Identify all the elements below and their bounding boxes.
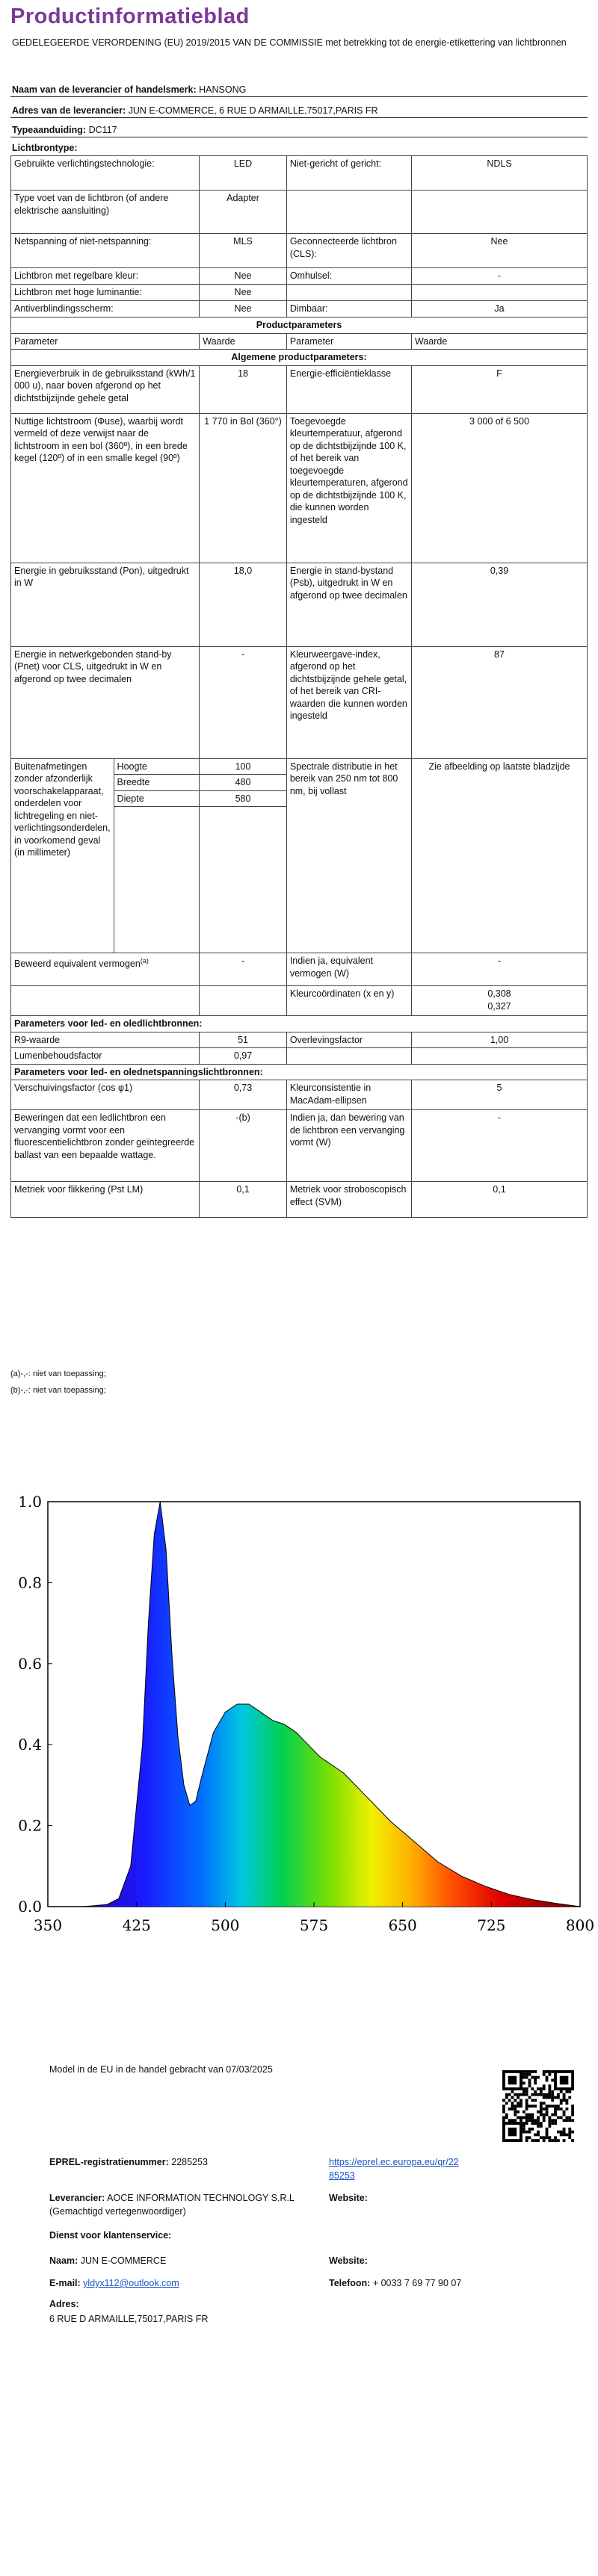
phone-label: Telefoon: [329,2278,371,2288]
table-row [11,268,588,285]
width-value: 480 [200,775,287,791]
representative-label: Leverancier: [49,2193,105,2203]
y-tick-label: 1.0 [18,1493,42,1511]
chromaticity-values [411,986,587,1016]
y-tick-label: 0.0 [18,1898,42,1916]
param-label: Overlevingsfactor [286,1032,411,1048]
equivalent-power-label: Beweerd equivalent vermogen$^{(a)}$ [11,953,200,986]
param-label: Beweringen dat een ledlichtbron een vervanging vormt voor een fluorescentielichtbron zonder geïntegreerde ballast van een bepaalde wattage. [11,1110,200,1182]
param-label: Gebruikte verlichtingstechnologie: [11,156,200,191]
phone-line [329,2276,461,2290]
name-line [49,2254,166,2267]
eprel-label: EPREL-registratienummer: [49,2157,169,2167]
width-label: Breedte [114,775,200,791]
table-row [11,413,588,563]
param-label: Energie in gebruiksstand (Pon), uitgedrukt in W [11,563,200,646]
param-label: Omhulsel: [286,268,411,285]
equivalent-power-value: - [200,953,287,986]
param-label: Metriek voor stroboscopisch effect (SVM) [286,1182,411,1218]
param-label: Metriek voor flikkering (Pst LM) [11,1182,200,1218]
param-label: Energie in stand-bystand (Psb), uitgedrukt in W en afgerond op twee decimalen [286,563,411,646]
model-line [10,124,588,137]
market-date: Model in de EU in de handel gebracht van 07/03/2025 [49,2064,273,2075]
table-row [11,301,588,318]
footnote-b: (b)-,-: niet van toepassing; [10,1386,106,1395]
param-value: - [411,953,587,986]
y-tick-label: 0.8 [18,1573,42,1592]
x-tick-label: 650 [388,1916,417,1934]
param-label [286,1048,411,1065]
eprel-link[interactable]: https://eprel.ec.europa.eu/qr/22 85253 [329,2157,459,2181]
table-row [11,563,588,646]
section-row [11,350,588,366]
param-label: Energie in netwerkgebonden stand-by (Pnet) voor CLS, uitgedrukt in W en afgerond op twee decimalen [11,646,200,758]
eprel-line [49,2155,208,2169]
model-label: Typeaanduiding: [12,125,87,135]
param-label: Lumenbehoudsfactor [11,1048,200,1065]
spectral-distribution-chart [0,1457,598,1950]
depth-value: 580 [200,790,287,807]
param-label [286,285,411,301]
x-tick-label: 350 [33,1916,63,1934]
param-value [411,191,587,234]
param-value: F [411,365,587,413]
param-value [411,1048,587,1065]
param-value: 0,73 [200,1080,287,1110]
param-label: Lichtbron met hoge luminantie: [11,285,200,301]
chromaticity-label: Kleurcoördinaten (x en y) [286,986,411,1016]
address-label-footer: Adres: [49,2299,79,2309]
param-label: R9-waarde [11,1032,200,1048]
address-value-footer: 6 RUE D ARMAILLE,75017,PARIS FR [49,2314,209,2324]
table-row [11,758,588,775]
email-link[interactable]: yldyx112@outlook.com [83,2278,179,2288]
height-label: Hoogte [114,758,200,775]
param-label: Netspanning of niet-netspanning: [11,234,200,268]
param-value: 51 [200,1032,287,1048]
param-value: Adapter [200,191,287,234]
param-label: Geconnecteerde lichtbron (CLS): [286,234,411,268]
y-tick-label: 0.6 [18,1654,42,1673]
section-title: Algemene productparameters: [11,350,588,366]
spectral-value: Zie afbeelding op laatste bladzijde [411,758,587,953]
param-value: 18,0 [200,563,287,646]
param-value: 1 770 in Bol (360°) [200,413,287,563]
param-value: - [411,268,587,285]
section-row [11,318,588,334]
page-title: Productinformatieblad [10,4,250,28]
param-value: Nee [200,268,287,285]
param-label: Indien ja, equivalent vermogen (W) [286,953,411,986]
param-value: 5 [411,1080,587,1110]
param-label: Dimbaar: [286,301,411,318]
footer [0,2051,598,2576]
param-value [411,285,587,301]
column-header: Parameter [286,333,411,350]
eprel-link-block [329,2155,568,2182]
y-axis-ticks [18,1493,52,1916]
dimensions-label: Buitenafmetingen zonder afzonderlijk voorschakelapparaat, onderdelen voor lichtregeling en niet-verlichtingsonderdelen, in voorkomend geval (in millimeter) [11,758,114,953]
email-line [49,2276,179,2290]
param-label [286,191,411,234]
section-title: Productparameters [11,318,588,334]
header-row [11,333,588,350]
trademark-label: Naam van de leverancier of handelsmerk: [12,84,197,95]
param-value: - [200,646,287,758]
model-value: DC117 [88,125,117,135]
param-value: LED [200,156,287,191]
height-value: 100 [200,758,287,775]
website2-label: Website: [329,2255,368,2266]
section-title: Parameters voor led- en oledlichtbronnen: [11,1016,588,1032]
service-title: Dienst voor klantenservice: [49,2230,172,2241]
param-value: Nee [200,285,287,301]
x-tick-label: 500 [211,1916,240,1934]
section-title: Parameters voor led- en olednetspanningslichtbronnen: [11,1064,588,1080]
table-row [11,365,588,413]
header [10,4,588,49]
table-row [11,1080,588,1110]
name-value: JUN E-COMMERCE [80,2255,167,2266]
section-row [11,1016,588,1032]
section-row [11,1064,588,1080]
y-tick-label: 0.2 [18,1816,42,1835]
param-value: 3 000 of 6 500 [411,413,587,563]
param-value: Nee [411,234,587,268]
param-label: Nuttige lichtstroom (Φuse), waarbij wordt vermeld of deze verwijst naar de lichtstroom in een bol (360º), in een brede kegel (120º) of in een smalle kegel (90º) [11,413,200,563]
y-tick-label: 0.4 [18,1736,42,1754]
table-row [11,285,588,301]
table-row [11,953,588,986]
param-value: Nee [200,301,287,318]
address-value: JUN E-COMMERCE, 6 RUE D ARMAILLE,75017,PARIS FR [128,105,378,116]
param-value: 87 [411,646,587,758]
param-label: Type voet van de lichtbron (of andere elektrische aansluiting) [11,191,200,234]
footnotes [10,1366,106,1399]
lightsource-type-label: Lichtbrontype: [12,143,78,153]
name-label: Naam: [49,2255,78,2266]
eprel-number: 2285253 [171,2157,208,2167]
param-value: 1,00 [411,1032,587,1048]
depth-label: Diepte [114,790,200,807]
chromaticity-x: 0,308 [487,988,511,999]
param-label: Indien ja, dan bewering van de lichtbron een vervanging vormt (W) [286,1110,411,1182]
table-row [11,1048,588,1065]
param-label: Toegevoegde kleurtemperatuur, afgerond op de dichtstbijzijnde 100 K, of het bereik van toegevoegde kleurtemperaturen, afgerond op de dichtstbijzijnde 100 K, die kunnen worden ingesteld [286,413,411,563]
website-label: Website: [329,2193,368,2203]
x-tick-label: 425 [122,1916,151,1934]
param-value: MLS [200,234,287,268]
param-value: -(b) [200,1110,287,1182]
param-label: Niet-gericht of gericht: [286,156,411,191]
email-label: E-mail: [49,2278,81,2288]
parameters-table [10,155,588,1218]
footnote-mark: (a) [140,957,149,965]
param-label: Verschuivingsfactor (cos φ1) [11,1080,200,1110]
param-value: 18 [200,365,287,413]
representative-line [49,2191,326,2218]
footnote-a: (a)-,-: niet van toepassing; [10,1369,106,1378]
table-row [11,234,588,268]
representative-value: AOCE INFORMATION TECHNOLOGY S.R.L (Gemachtigd vertegenwoordiger) [49,2193,295,2217]
param-label: Lichtbron met regelbare kleur: [11,268,200,285]
param-label: Kleurweergave-index, afgerond op het dichtstbijzijnde gehele getal, of het bereik van CRI-waarden die kunnen worden ingesteld [286,646,411,758]
table-row [11,1032,588,1048]
spectral-label: Spectrale distributie in het bereik van 250 nm tot 800 nm, bij vollast [286,758,411,953]
page-subtitle: GEDELEGEERDE VERORDENING (EU) 2019/2015 VAN DE COMMISSIE met betrekking tot de energie-etikettering van lichtbronnen [12,37,567,48]
x-tick-label: 725 [477,1916,506,1934]
table-row [11,1110,588,1182]
phone-value: + 0033 7 69 77 90 07 [372,2278,462,2288]
lightsource-type-line [10,142,588,155]
param-value: Ja [411,301,587,318]
table-row [11,986,588,1016]
param-value: 0,39 [411,563,587,646]
spectrum-svg [0,1457,598,1950]
address-label: Adres van de leverancier: [12,105,126,116]
address-line [10,105,588,118]
param-value: 0,1 [200,1182,287,1218]
param-label: Energie-efficiëntieklasse [286,365,411,413]
column-header: Parameter [11,333,200,350]
x-tick-label: 800 [565,1916,595,1934]
param-value: 0,1 [411,1182,587,1218]
trademark-value: HANSONG [199,84,247,95]
param-value: 0,97 [200,1048,287,1065]
table-row [11,1182,588,1218]
table-row [11,156,588,191]
column-header: Waarde [411,333,587,350]
param-label: Kleurconsistentie in MacAdam-ellipsen [286,1080,411,1110]
param-label: Antiverblindingsscherm: [11,301,200,318]
table-row [11,191,588,234]
x-tick-label: 575 [299,1916,329,1934]
chromaticity-y: 0,327 [487,1000,511,1012]
qr-code-icon [502,2070,574,2142]
column-header: Waarde [200,333,287,350]
param-value: NDLS [411,156,587,191]
param-value: - [411,1110,587,1182]
trademark-line [10,84,588,97]
param-label: Energieverbruik in de gebruiksstand (kWh/1 000 u), naar boven afgerond op het dichtstbijzijnde gehele getal [11,365,200,413]
table-row [11,646,588,758]
